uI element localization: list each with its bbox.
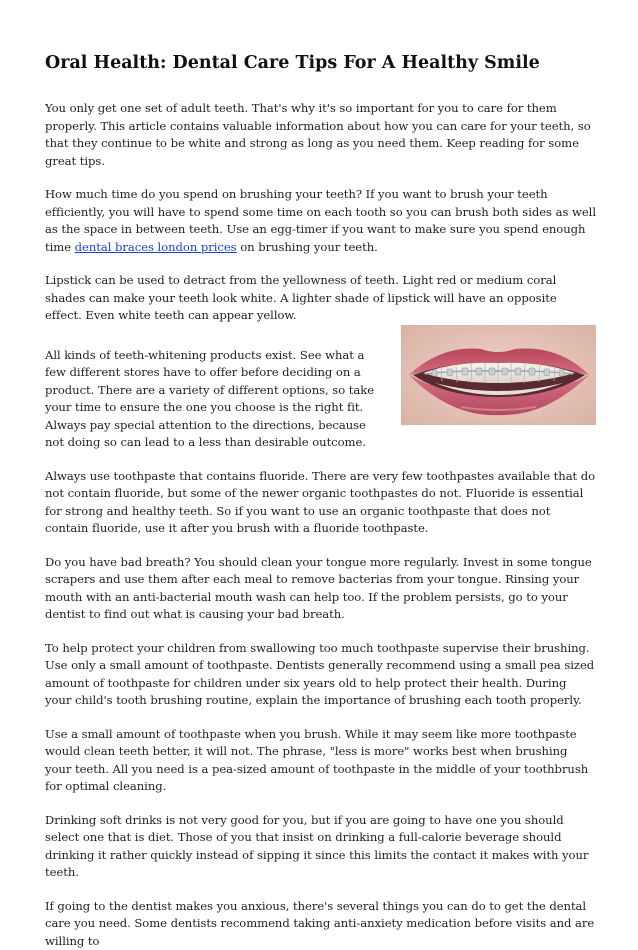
paragraph-dentist-anxiety: If going to the dentist makes you anxious, there's several things you can do to get the dental care you need. Some dentists recommend taking anti-anxiety medication before visits and are willing to	[45, 898, 596, 950]
paragraph-soft-drinks: Drinking soft drinks is not very good for you, but if you are going to have one you should select one that is diet. Those of you that insist on drinking a full-calorie beverage should drinking it rather quickly instead of sipping it since this limits the contact it makes with your teeth.	[45, 812, 596, 882]
paragraph-toothpaste-amount: Use a small amount of toothpaste when you brush. While it may seem like more toothpaste would clean teeth better, it will not. The phrase, "less is more" works best when brushing your teeth. All you need is a pea-sized amount of toothpaste in the middle of your toothbrush for optimal cleaning.	[45, 726, 596, 796]
paragraph-children: To help protect your children from swallowing too much toothpaste supervise their brushing. Use only a small amount of toothpaste. Dentists generally recommend using a small pea sized amount of toothpaste for children under six years old to help protect their health. During your child's tooth brushing routine, explain the importance of brushing each tooth properly.	[45, 640, 596, 710]
paragraph-brushing-text-end: on brushing your teeth.	[237, 240, 378, 254]
paragraph-brushing-text-start: How much time do you spend on brushing your teeth? If you want to brush your teeth efficiently, you will have to spend some time on each tooth so you can brush both sides as well as the space in between teeth. Use an egg-timer if you want to make sure you spend enough time	[45, 187, 596, 254]
paragraph-whitening: All kinds of teeth-whitening products exist. See what a few different stores have to offer before deciding on a product. There are a variety of different options, so take your time to ensure the one you choose is the right fit. Always pay special attention to the directions, because not doing so can lead to a less than desirable outcome.	[45, 347, 596, 452]
braces-smile-image	[401, 325, 596, 425]
dental-braces-link[interactable]: dental braces london prices	[75, 240, 237, 254]
image-text-block	[45, 347, 596, 468]
article-title: Oral Health: Dental Care Tips For A Healthy Smile	[45, 52, 596, 74]
paragraph-lipstick: Lipstick can be used to detract from the yellowness of teeth. Light red or medium coral shades can make your teeth look white. A lighter shade of lipstick will have an opposite effect. Even white teeth can appear yellow.	[45, 272, 596, 325]
paragraph-fluoride: Always use toothpaste that contains fluoride. There are very few toothpastes available that do not contain fluoride, but some of the newer organic toothpastes do not. Fluoride is essential for strong and healthy teeth. So if you want to use an organic toothpaste that does not contain fluoride, use it after you brush with a fluoride toothpaste.	[45, 468, 596, 538]
paragraph-brushing-time	[45, 186, 596, 256]
paragraph-intro: You only get one set of adult teeth. That's why it's so important for you to care for them properly. This article contains valuable information about how you can care for your teeth, so that they continue to be white and strong as long as you need them. Keep reading for some great tips.	[45, 100, 596, 170]
paragraph-bad-breath: Do you have bad breath? You should clean your tongue more regularly. Invest in some tongue scrapers and use them after each meal to remove bacterias from your tongue. Rinsing your mouth with an anti-bacterial mouth wash can help too. If the problem persists, go to your dentist to find out what is causing your bad breath.	[45, 554, 596, 624]
